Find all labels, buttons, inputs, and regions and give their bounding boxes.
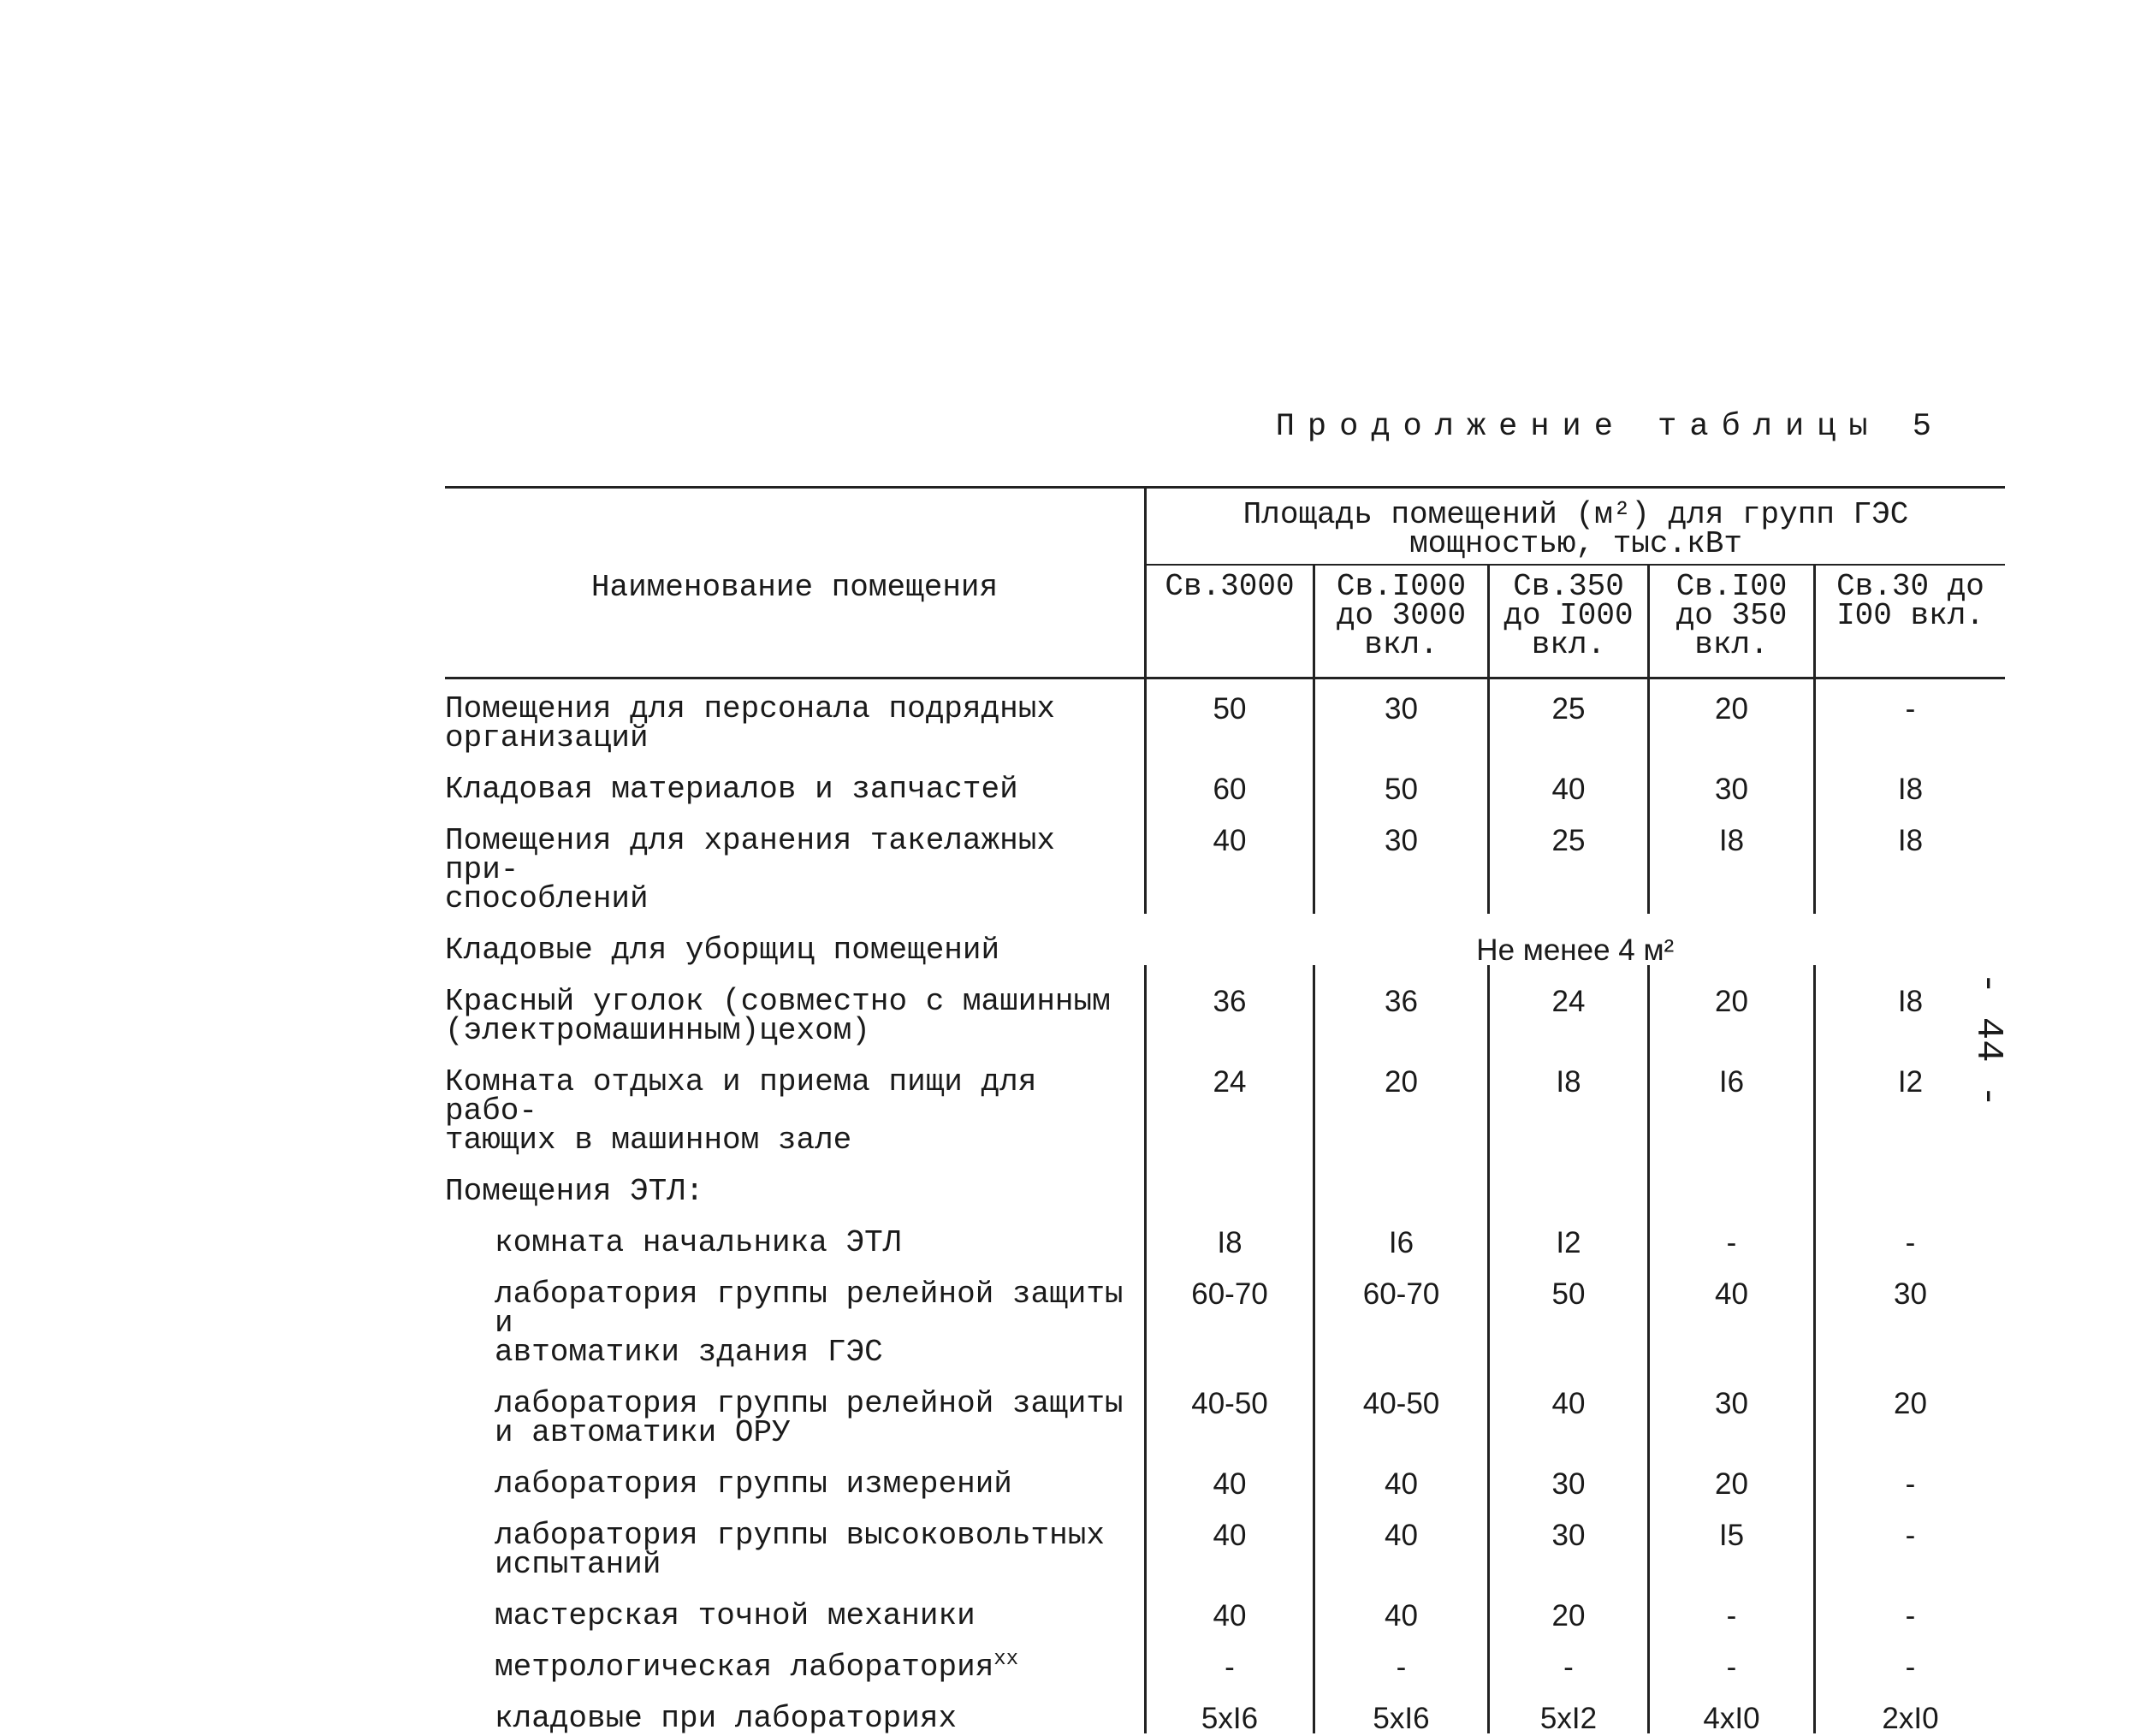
area-value-cell: 40 bbox=[1489, 1367, 1649, 1448]
table-row bbox=[445, 1579, 2005, 1631]
room-name: Красный уголок (совместно с машинным (электромашинным)цехом) bbox=[445, 984, 1111, 1048]
room-name: Помещения для персонала подрядных организаций bbox=[445, 691, 1055, 755]
area-value-cell bbox=[1489, 1155, 1649, 1206]
area-value-cell: 20 bbox=[1649, 965, 1815, 1046]
room-name-cell bbox=[445, 1682, 1146, 1736]
table-row bbox=[445, 1448, 2005, 1499]
area-value-cell: 36 bbox=[1146, 965, 1314, 1046]
header-area-group: Площадь помещений (м²) для групп ГЭС мощностью, тыс.кВт bbox=[1146, 488, 2006, 566]
area-value-cell: 40-50 bbox=[1314, 1367, 1489, 1448]
room-name: лаборатория группы измерений bbox=[495, 1466, 1012, 1502]
table-row bbox=[445, 753, 2005, 804]
room-name-cell bbox=[445, 1155, 1146, 1209]
area-value-cell: 40 bbox=[1146, 1448, 1314, 1499]
area-value-cell: I8 bbox=[1146, 1206, 1314, 1258]
area-value-cell: 30 bbox=[1649, 753, 1815, 804]
header-col-5: Св.30 до I00 вкл. bbox=[1815, 565, 2006, 678]
area-value-cell: - bbox=[1649, 1631, 1815, 1682]
room-name-cell bbox=[445, 1579, 1146, 1631]
area-value-cell: 40 bbox=[1314, 1579, 1489, 1631]
table-row bbox=[445, 1367, 2005, 1448]
room-name-cell bbox=[445, 914, 1146, 968]
area-value-cell: 5xI6 bbox=[1314, 1682, 1489, 1733]
area-value-cell: 30 bbox=[1815, 1258, 2006, 1367]
table-row bbox=[445, 965, 2005, 1046]
area-value-cell bbox=[1314, 1155, 1489, 1206]
area-value-cell: I5 bbox=[1649, 1499, 1815, 1579]
area-value-cell: 36 bbox=[1314, 965, 1489, 1046]
area-value-cell: 30 bbox=[1489, 1499, 1649, 1579]
area-value-cell: 30 bbox=[1489, 1448, 1649, 1499]
area-value-cell: 5xI2 bbox=[1489, 1682, 1649, 1733]
area-value-cell: 40 bbox=[1314, 1499, 1489, 1579]
table-row bbox=[445, 1499, 2005, 1579]
room-name: Помещения для хранения такелажных при- способлений bbox=[445, 823, 1055, 916]
area-value-cell: 30 bbox=[1314, 804, 1489, 914]
area-value-cell: - bbox=[1649, 1579, 1815, 1631]
area-value-cell: 40 bbox=[1146, 1579, 1314, 1631]
table-row bbox=[445, 1682, 2005, 1733]
area-value-cell: 2xI0 bbox=[1815, 1682, 2006, 1733]
area-value-cell: 4xI0 bbox=[1649, 1682, 1815, 1733]
room-name-cell bbox=[445, 753, 1146, 807]
room-name: комната начальника ЭТЛ bbox=[495, 1225, 902, 1260]
table-row bbox=[445, 804, 2005, 914]
room-name-cell bbox=[445, 1631, 1146, 1685]
page-number: - 44 - bbox=[1966, 972, 2009, 1108]
area-value-cell: 20 bbox=[1489, 1579, 1649, 1631]
room-name-cell bbox=[445, 804, 1146, 914]
area-value-cell bbox=[1649, 1155, 1815, 1206]
area-value-cell: I8 bbox=[1649, 804, 1815, 914]
area-value-cell: - bbox=[1146, 1631, 1314, 1682]
area-value-cell: 30 bbox=[1314, 678, 1489, 754]
area-value-cell: I8 bbox=[1489, 1046, 1649, 1155]
room-name-cell bbox=[445, 965, 1146, 1046]
header-col-2: Св.I000 до 3000 вкл. bbox=[1314, 565, 1489, 678]
room-name: лаборатория группы релейной защиты и автоматики здания ГЭС bbox=[495, 1277, 1124, 1370]
room-name: мастерская точной механики bbox=[495, 1598, 976, 1633]
area-value-cell: 25 bbox=[1489, 804, 1649, 914]
room-name-cell bbox=[445, 1367, 1146, 1448]
room-name-cell bbox=[445, 678, 1146, 754]
area-value-cell: I8 bbox=[1815, 965, 2006, 1046]
table-row bbox=[445, 1631, 2005, 1682]
table-row bbox=[445, 678, 2005, 754]
room-name: лаборатория группы релейной защиты и автоматики ОРУ bbox=[495, 1386, 1124, 1450]
area-value-cell: 24 bbox=[1489, 965, 1649, 1046]
area-value-cell bbox=[1815, 1155, 2006, 1206]
area-value-cell: I8 bbox=[1815, 804, 2006, 914]
area-value-cell: - bbox=[1815, 1499, 2006, 1579]
area-value-cell: 20 bbox=[1314, 1046, 1489, 1155]
area-value-cell bbox=[1146, 1155, 1314, 1206]
room-name: кладовые при лабораториях bbox=[495, 1701, 958, 1736]
header-col-4: Св.I00 до 350 вкл. bbox=[1649, 565, 1815, 678]
room-name: лаборатория группы высоковольтных испытаний bbox=[495, 1518, 1105, 1582]
area-value-cell: - bbox=[1649, 1206, 1815, 1258]
table-row bbox=[445, 1258, 2005, 1367]
footnote-mark: хх bbox=[993, 1648, 1019, 1671]
room-name-cell bbox=[445, 1258, 1146, 1370]
area-value-cell: 40 bbox=[1649, 1258, 1815, 1367]
area-value-cell: I2 bbox=[1815, 1046, 2006, 1155]
area-value-cell: 40 bbox=[1146, 804, 1314, 914]
area-value-cell: I2 bbox=[1489, 1206, 1649, 1258]
room-name: метрологическая лаборатория bbox=[495, 1650, 994, 1685]
table-row bbox=[445, 1046, 2005, 1155]
table-caption: Продолжение таблицы 5 bbox=[1275, 409, 1944, 445]
table-row bbox=[445, 1155, 2005, 1206]
table-body bbox=[445, 678, 2005, 1734]
area-value-cell: 25 bbox=[1489, 678, 1649, 754]
header-col-3: Св.350 до I000 вкл. bbox=[1489, 565, 1649, 678]
area-value-cell: 24 bbox=[1146, 1046, 1314, 1155]
area-value-cell: 50 bbox=[1489, 1258, 1649, 1367]
spanning-note-cell: Не менее 4 м² bbox=[1476, 933, 1675, 967]
area-value-cell: - bbox=[1815, 678, 2006, 754]
area-value-cell: 60-70 bbox=[1146, 1258, 1314, 1367]
table-row bbox=[445, 914, 2005, 965]
area-value-cell: 50 bbox=[1146, 678, 1314, 754]
area-value-cell: 60-70 bbox=[1314, 1258, 1489, 1367]
room-name-cell bbox=[445, 1046, 1146, 1158]
area-value-cell: - bbox=[1815, 1579, 2006, 1631]
area-value-cell: I8 bbox=[1815, 753, 2006, 804]
area-value-cell: - bbox=[1489, 1631, 1649, 1682]
room-name: Кладовые для уборщиц помещений bbox=[445, 933, 1000, 968]
area-value-cell: 40 bbox=[1146, 1499, 1314, 1579]
area-value-cell: 40 bbox=[1489, 753, 1649, 804]
area-value-cell: 20 bbox=[1815, 1367, 2006, 1448]
area-value-cell: 20 bbox=[1649, 1448, 1815, 1499]
header-room-name: Наименование помещения bbox=[445, 488, 1146, 678]
area-value-cell: 60 bbox=[1146, 753, 1314, 804]
room-name: Помещения ЭТЛ: bbox=[445, 1174, 704, 1209]
area-value-cell: - bbox=[1815, 1206, 2006, 1258]
area-value-cell: 50 bbox=[1314, 753, 1489, 804]
area-value-cell: - bbox=[1815, 1631, 2006, 1682]
area-value-cell: I6 bbox=[1649, 1046, 1815, 1155]
area-value-cell: I6 bbox=[1314, 1206, 1489, 1258]
area-value-cell: 5xI6 bbox=[1146, 1682, 1314, 1733]
room-name: Кладовая материалов и запчастей bbox=[445, 772, 1018, 807]
area-value-cell: 40 bbox=[1314, 1448, 1489, 1499]
room-name: Комната отдыха и приема пищи для рабо- тающих в машинном зале bbox=[445, 1064, 1037, 1158]
room-name-cell bbox=[445, 1499, 1146, 1582]
room-name-cell bbox=[445, 1448, 1146, 1502]
area-value-cell: - bbox=[1314, 1631, 1489, 1682]
room-name-cell bbox=[445, 1206, 1146, 1258]
table-row bbox=[445, 1206, 2005, 1258]
area-value-cell: - bbox=[1815, 1448, 2006, 1499]
area-value-cell: 20 bbox=[1649, 678, 1815, 754]
room-area-table bbox=[445, 486, 2005, 1736]
header-col-1: Св.3000 bbox=[1146, 565, 1314, 678]
area-value-cell: 30 bbox=[1649, 1367, 1815, 1448]
area-value-cell: 40-50 bbox=[1146, 1367, 1314, 1448]
